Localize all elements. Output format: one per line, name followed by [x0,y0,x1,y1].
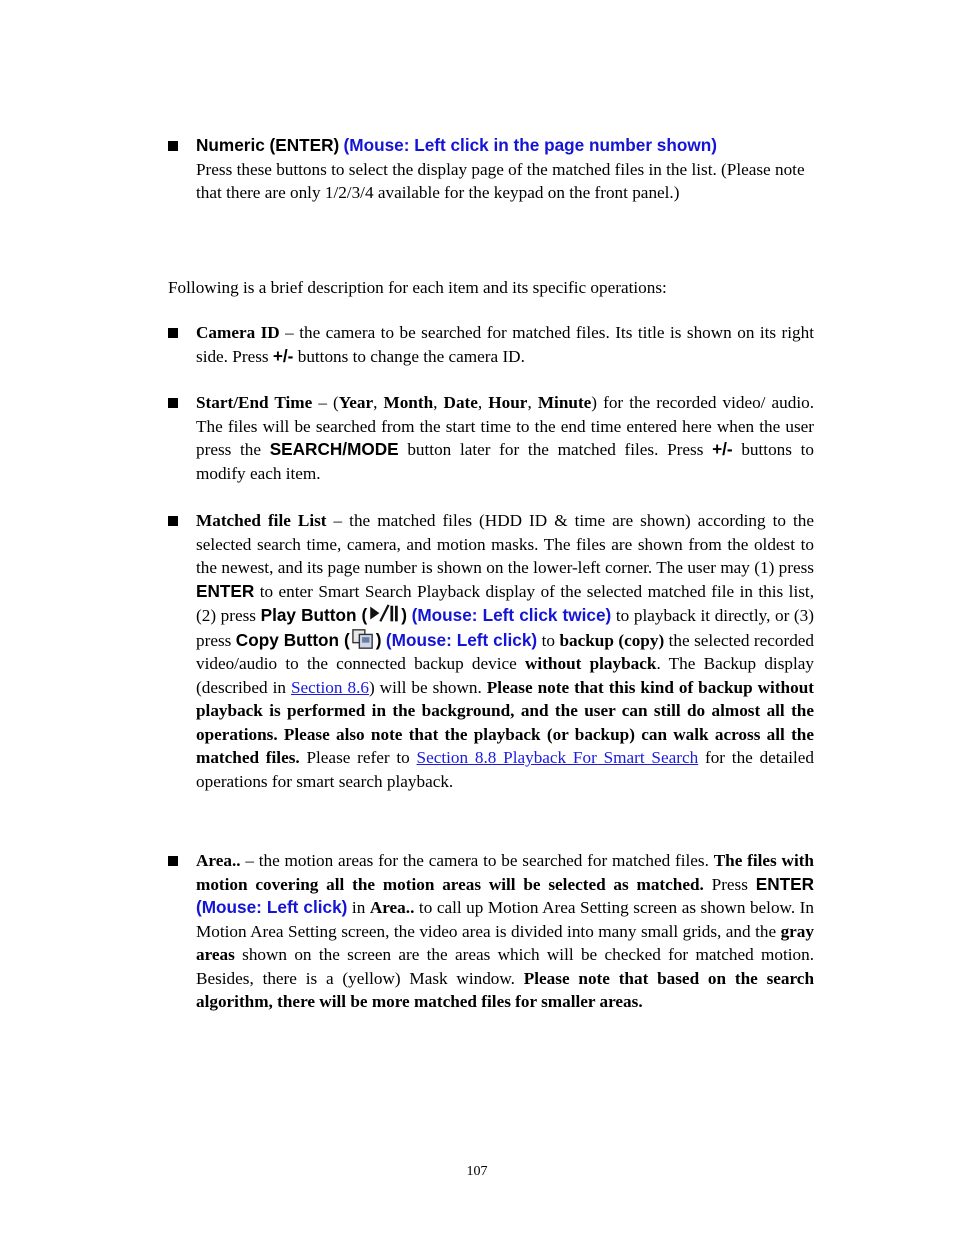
section-8-6-link[interactable]: Section 8.6 [290,677,369,697]
matched-text-9: for the detailed operations for smart search playback. [196,748,814,791]
matched-text-4: to [537,630,560,650]
matched-file-list-item [168,509,814,793]
bullet-icon [168,516,178,526]
matched-text-7: ) will be shown. [368,677,487,697]
background-backup-note: Please note that this kind of backup without playback is performed in the background, and the user can still do almost all the operations. Please also note that the playback (or backup) can walk across all the matched files. [196,677,814,767]
area-text-5: shown on the screen are the areas which will be checked for matched motion. Besides, there is a (yellow) Mask window. [196,945,814,988]
copy-icon [350,628,376,650]
comma: , [527,393,538,412]
matched-text-1: – the matched files (HDD ID & time are shown) according to the selected search time, camera, and motion masks. The files are shown from the oldest to the newest, and its page number is shown on the lower-left corner. The user may (1) press [196,511,814,577]
time-text-1: – ( [312,393,339,412]
comma: , [433,393,444,412]
hour-word: Hour [488,393,528,412]
plus-minus-key: +/- [712,439,733,459]
bullet-icon [168,398,178,408]
numeric-body [196,134,814,205]
area-text-3: in [347,898,370,917]
time-text-4: buttons to modify each item. [196,440,815,483]
matched-text-6: . The Backup display (described in [196,654,814,697]
camera-text-2: buttons to change the camera ID. [293,346,525,366]
date-word: Date [443,393,478,412]
mouse-hint-left-click: (Mouse: Left click) [196,897,348,917]
page-number: 107 [466,1164,488,1179]
area-text-1: – the motion areas for the camera to be searched for matched files. [240,851,714,870]
close-paren: ) [375,629,382,650]
area-text-2: Press [703,874,756,894]
year-word: Year [338,393,374,412]
matched-term: Matched file List [196,511,327,530]
area-text-4: to call up Motion Area Setting screen as shown below. In Motion Area Setting screen, the video area is divided into many small grids, and the [196,898,815,941]
mouse-hint-left-click-twice: (Mouse: Left click twice) [411,605,612,625]
numeric-text: Press these buttons to select the display page of the matched files in the list. (Please note that there are only 1/2/3/4 available for the keypad on the front panel.) [196,159,805,202]
minute-word: Minute [537,393,592,412]
area-term-2: Area.. [369,898,415,917]
area-bold-note-2: Please note that based on the search algorithm, there will be more matched files for smaller areas. [196,968,814,1011]
bullet-icon [168,141,178,151]
time-term: Start/End Time [196,393,313,412]
without-playback-term: without playback [525,654,657,673]
matched-text-8: Please refer to [299,748,417,767]
gray-areas-term: gray areas [196,921,814,964]
play-pause-icon [367,603,401,625]
camera-id-item [168,321,814,368]
numeric-item [168,134,814,205]
matched-text-2: to enter Smart Search Playback display of the selected matched file in this list, (2) press [196,581,814,625]
plus-minus-key: +/- [272,345,294,366]
section-8-8-link[interactable]: Section 8.8 Playback For Smart Search [416,748,699,767]
enter-key: ENTER [755,873,814,894]
month-word: Month [383,393,434,412]
numeric-heading: Numeric (ENTER) [196,135,340,155]
camera-id-body [196,321,814,368]
matched-text-3: to playback it directly, or (3) press [196,606,814,650]
area-term: Area.. [196,851,241,870]
area-body [196,849,814,1014]
play-button-label: Play Button ( [260,605,368,625]
enter-key: ENTER [196,580,255,601]
copy-button-label: Copy Button ( [235,629,350,650]
numeric-mouse-hint: (Mouse: Left click in the page number shown) [343,135,717,155]
camera-id-term: Camera ID [196,323,280,342]
start-end-time-body [196,391,814,485]
close-paren: ) [401,605,407,625]
search-mode-key: SEARCH/MODE [269,439,399,459]
start-end-time-item [168,391,814,485]
camera-text-1: – the camera to be searched for matched files. Its title is shown on its right side. Press [196,323,814,366]
matched-body [196,509,814,793]
mouse-hint-left-click: (Mouse: Left click) [385,629,538,650]
time-text-3: button later for the matched files. Press [398,440,713,459]
intro-paragraph [168,276,814,300]
bullet-icon [168,856,178,866]
comma: , [477,393,489,412]
bullet-icon [168,328,178,338]
matched-text-5: the selected recorded video/audio to the connected backup device [196,630,815,673]
area-bold-note-1: The files with motion covering all the motion areas will be selected as matched. [196,851,814,894]
backup-copy-term: backup (copy) [559,630,665,650]
time-text-2: ) for the recorded video/ audio. The files will be searched from the start time to the end time entered here when the user press the [196,393,815,459]
comma: , [373,393,384,412]
intro-text: Following is a brief description for each item and its specific operations: [168,278,667,297]
area-item [168,849,814,1014]
